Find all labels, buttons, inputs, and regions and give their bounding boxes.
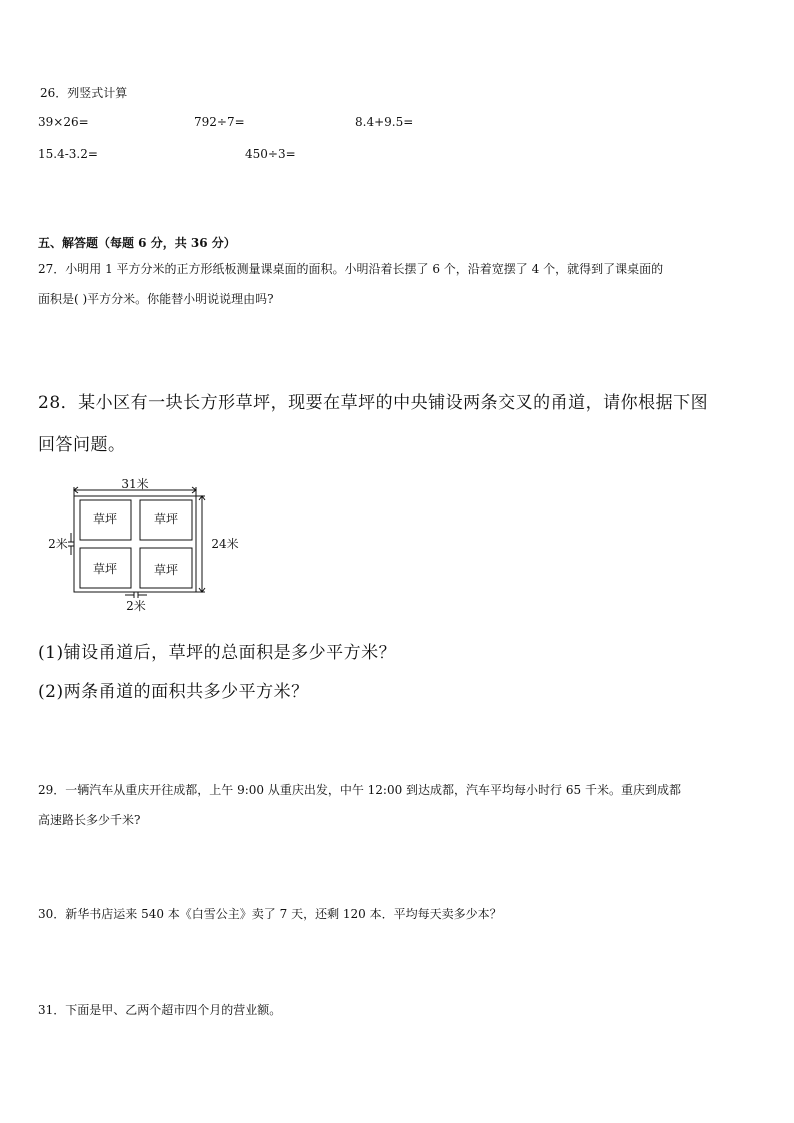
question-29-line: 29．一辆汽车从重庆开往成都，上午 9:00 从重庆出发，中午 12:00 到达成都，汽车平均每小时行 65 千米。重庆到成都 <box>38 783 681 797</box>
lawn-label: 草坪 <box>153 563 179 577</box>
question-27-line: 27．小明用 1 平方分米的正方形纸板测量课桌面的面积。小明沿着长摆了 6 个，沿着宽摆了 4 个，就得到了课桌面的 <box>38 262 664 276</box>
calc-item: 15.4-3.2= <box>38 147 98 161</box>
question-26-title: 26．列竖式计算 <box>40 86 128 100</box>
question-28-line: 回答问题。 <box>38 435 126 455</box>
height-label: 24米 <box>211 537 239 551</box>
question-28-sub: (2)两条甬道的面积共多少平方米？ <box>38 682 309 702</box>
lawn-label: 草坪 <box>153 512 179 526</box>
lawn-label: 草坪 <box>92 512 118 526</box>
width-label: 31米 <box>121 477 149 491</box>
road-width-label: 2米 <box>126 599 146 613</box>
lawn-label: 草坪 <box>92 562 118 576</box>
question-28-line: 28．某小区有一块长方形草坪，现要在草坪的中央铺设两条交叉的甬道，请你根据下图 <box>38 393 709 413</box>
question-27-line: 面积是( )平方分米。你能替小明说说理由吗? <box>38 292 274 306</box>
question-29-line: 高速路长多少千米? <box>38 813 141 827</box>
calc-item: 39×26= <box>38 115 89 129</box>
road-width-label: 2米 <box>48 537 68 551</box>
section-heading: 五、解答题（每题 6 分，共 36 分） <box>38 236 236 250</box>
question-28-sub: (1)铺设甬道后，草坪的总面积是多少平方米？ <box>38 643 397 663</box>
calc-item: 792÷7= <box>194 115 245 129</box>
question-31-line: 31．下面是甲、乙两个超市四个月的营业额。 <box>38 1003 282 1017</box>
lawn-diagram <box>40 470 240 620</box>
calc-item: 450÷3= <box>245 147 296 161</box>
question-30-line: 30．新华书店运来 540 本《白雪公主》卖了 7 天，还剩 120 本．平均每天卖多少本？ <box>38 907 502 921</box>
calc-item: 8.4+9.5= <box>355 115 414 129</box>
